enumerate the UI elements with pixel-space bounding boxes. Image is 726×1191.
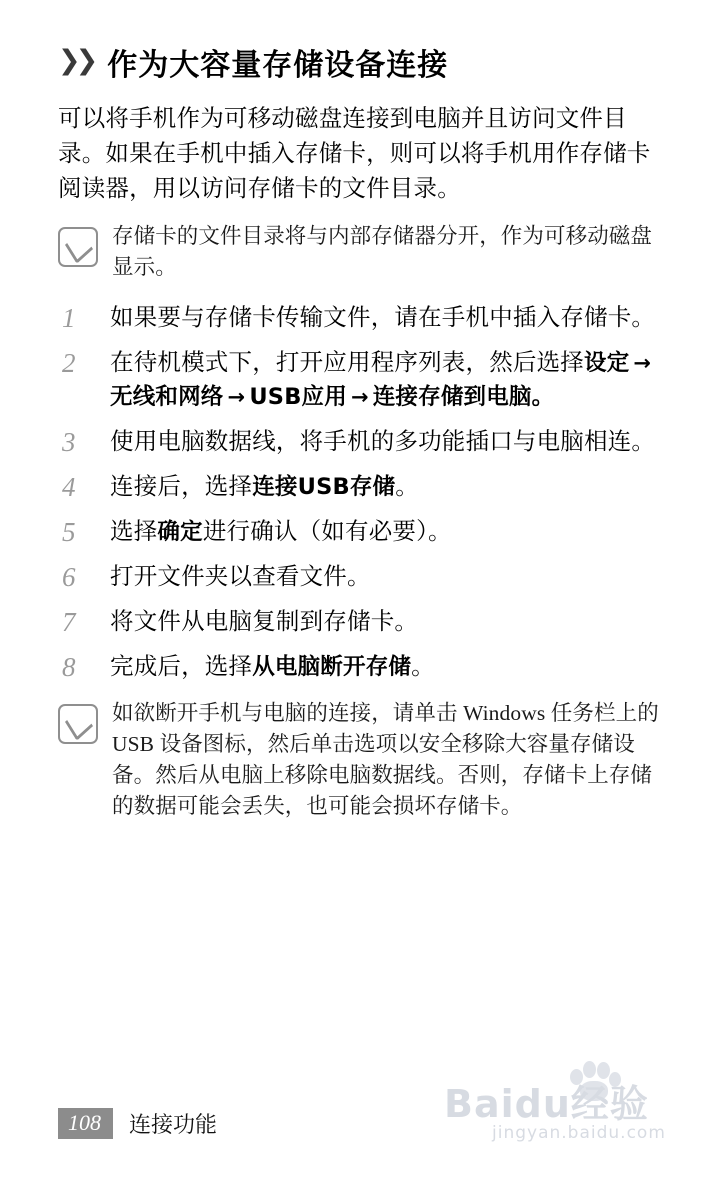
- note-pencil-icon: [58, 227, 98, 267]
- step-text: [110, 346, 668, 414]
- step-item: [58, 346, 668, 414]
- step-item: [58, 425, 668, 459]
- step-plain-text: 将文件从电脑复制到存储卡。: [110, 609, 419, 635]
- step-item: [58, 515, 668, 549]
- step-plain-text: 。: [395, 474, 419, 500]
- step-number: 3: [62, 427, 76, 457]
- step-item: [58, 470, 668, 504]
- step-plain-text: 完成后，选择: [110, 654, 253, 680]
- note-pencil-icon: [58, 704, 98, 744]
- note-bottom-text: 如欲断开手机与电脑的连接，请单击 Windows 任务栏上的 USB 设备图标，然后单击选项以安全移除大容量存储设备。然后从电脑上移除电脑数据线。否则，存储卡上存储的数据可能会丢失，也可能会损坏存储卡。: [112, 701, 659, 818]
- step-bold-term: 连接USB存储: [252, 474, 396, 500]
- step-number: 8: [62, 652, 76, 682]
- step-plain-text: 如果要与存储卡传输文件，请在手机中插入存储卡。: [110, 305, 656, 331]
- step-plain-text: 打开文件夹以查看文件。: [110, 564, 371, 590]
- step-plain-text: 使用电脑数据线，将手机的多功能插口与电脑相连。: [110, 429, 656, 455]
- watermark: [436, 1065, 696, 1151]
- page-footer: [58, 1108, 217, 1139]
- step-number: 6: [62, 562, 76, 592]
- step-number: 5: [62, 517, 76, 547]
- step-item: [58, 605, 668, 639]
- step-plain-text: 。: [411, 654, 435, 680]
- step-item: [58, 560, 668, 594]
- step-bold-term: 设定: [584, 350, 630, 376]
- arrow-icon: →: [227, 385, 246, 409]
- step-text: [110, 425, 668, 459]
- watermark-brand: Baidu经验: [444, 1082, 649, 1126]
- step-bold-term: 连接存储到电脑。: [372, 384, 555, 410]
- step-text: [110, 650, 668, 684]
- step-number: 7: [62, 607, 76, 637]
- watermark-domain: jingyan.baidu.com: [492, 1123, 666, 1143]
- note-top-text: 存储卡的文件目录将与内部存储器分开，作为可移动磁盘显示。: [112, 224, 653, 279]
- heading-text: 作为大容量存储设备连接: [107, 48, 449, 83]
- paw-icon: [568, 1059, 620, 1105]
- step-text: [110, 605, 668, 639]
- step-number: 4: [62, 472, 76, 502]
- step-text: [110, 470, 668, 504]
- page-number: 108: [58, 1108, 113, 1139]
- step-plain-text: 进行确认（如有必要）。: [202, 519, 452, 545]
- step-item: [58, 650, 668, 684]
- note-box-bottom: [58, 698, 668, 822]
- arrow-icon: →: [350, 385, 369, 409]
- step-plain-text: 连接后，选择: [110, 474, 253, 500]
- steps-list: [58, 301, 668, 684]
- step-bold-term: 无线和网络: [110, 384, 224, 410]
- arrow-icon: →: [633, 351, 652, 375]
- step-number: 1: [62, 303, 76, 333]
- step-item: [58, 301, 668, 335]
- page-content: [58, 40, 668, 840]
- page-title: [58, 40, 668, 84]
- double-chevron-icon: ❯❯: [58, 44, 94, 76]
- step-text: [110, 301, 668, 335]
- step-number: 2: [62, 348, 76, 378]
- step-plain-text: 选择: [110, 519, 158, 545]
- intro-paragraph: 可以将手机作为可移动磁盘连接到电脑并且访问文件目录。如果在手机中插入存储卡，则可以将手机用作存储卡阅读器，用以访问存储卡的文件目录。: [58, 106, 651, 202]
- step-bold-term: USB应用: [249, 384, 347, 410]
- step-text: [110, 560, 668, 594]
- step-bold-term: 从电脑断开存储: [252, 654, 412, 680]
- step-plain-text: 在待机模式下，打开应用程序列表，然后选择: [110, 350, 584, 376]
- note-box-top: [58, 221, 668, 283]
- step-bold-term: 确定: [157, 519, 203, 545]
- step-text: [110, 515, 668, 549]
- footer-section-label: 连接功能: [129, 1112, 218, 1137]
